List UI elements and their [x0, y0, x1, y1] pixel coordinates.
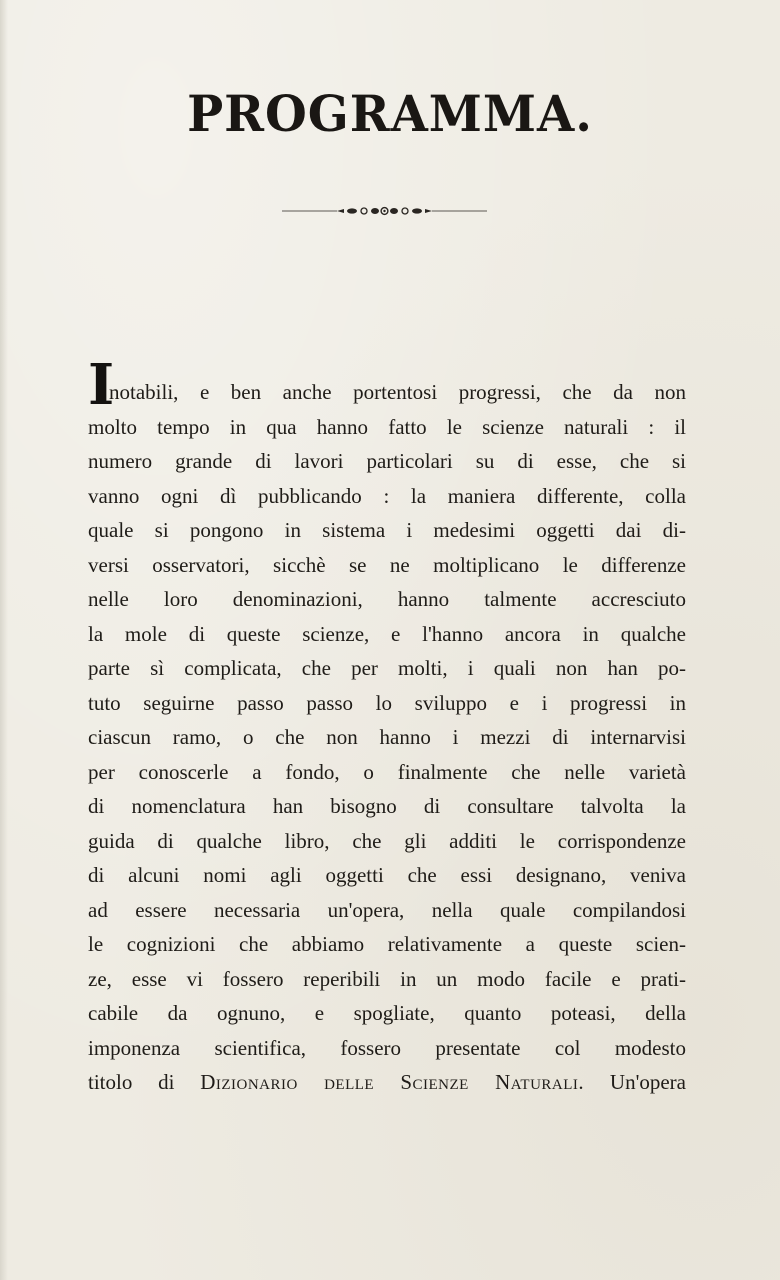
page-edge-shadow: [0, 0, 8, 1280]
text-line: guida di qualche libro, che gli additi le corrispondenze: [88, 828, 686, 853]
ornament-divider: [282, 206, 487, 216]
text-line: ad essere necessaria un'opera, nella quale compilandosi: [88, 897, 686, 922]
text-line: tuto seguirne passo passo lo sviluppo e i progressi in: [88, 690, 686, 715]
text-line: parte sì complicata, che per molti, i quali non han po-: [88, 656, 686, 680]
text-line: ciascun ramo, o che non hanno i mezzi di internarvisi: [88, 725, 686, 749]
dictionary-title: Dizionario delle Scienze Naturali.: [200, 1070, 585, 1094]
text-line: le cognizioni che abbiamo relativamente a queste scien-: [88, 932, 686, 956]
text-line: versi osservatori, sicchè se ne moltiplicano le differenze: [88, 552, 686, 577]
text-line: quale si pongono in sistema i medesimi oggetti dai di-: [88, 518, 686, 542]
text-line: per conoscerle a fondo, o finalmente che nelle varietà: [88, 759, 686, 784]
text-line: di alcuni nomi agli oggetti che essi designano, veniva: [88, 863, 686, 887]
text-line: nelle loro denominazioni, hanno talmente accresciuto: [88, 587, 686, 611]
body-paragraph: [88, 352, 686, 1100]
text-line: cabile da ognuno, e spogliate, quanto poteasi, della: [88, 1001, 686, 1025]
text-line-last: [88, 1065, 686, 1100]
page-title: PROGRAMMA.: [187, 84, 593, 143]
last-line-end: Un'opera: [584, 1070, 686, 1094]
text-line: numero grande di lavori particolari su di esse, che si: [88, 449, 686, 473]
text-line: la mole di queste scienze, e l'hanno ancora in qualche: [88, 621, 686, 646]
text-line-1-content: notabili, e ben anche portentosi progressi, che da non: [109, 380, 686, 404]
drop-cap: I: [88, 352, 115, 418]
text-line: di nomenclatura han bisogno di consultare talvolta la: [88, 794, 686, 818]
text-line: imponenza scientifica, fossero presentate col modesto: [88, 1035, 686, 1060]
last-line-start: titolo di: [88, 1070, 201, 1094]
text-line-1: [88, 352, 686, 418]
text-line: vanno ogni dì pubblicando : la maniera differente, colla: [88, 483, 686, 508]
text-line: molto tempo in qua hanno fatto le scienze naturali : il: [88, 414, 686, 439]
text-line: ze, esse vi fossero reperibili in un modo facile e prati-: [88, 966, 686, 991]
